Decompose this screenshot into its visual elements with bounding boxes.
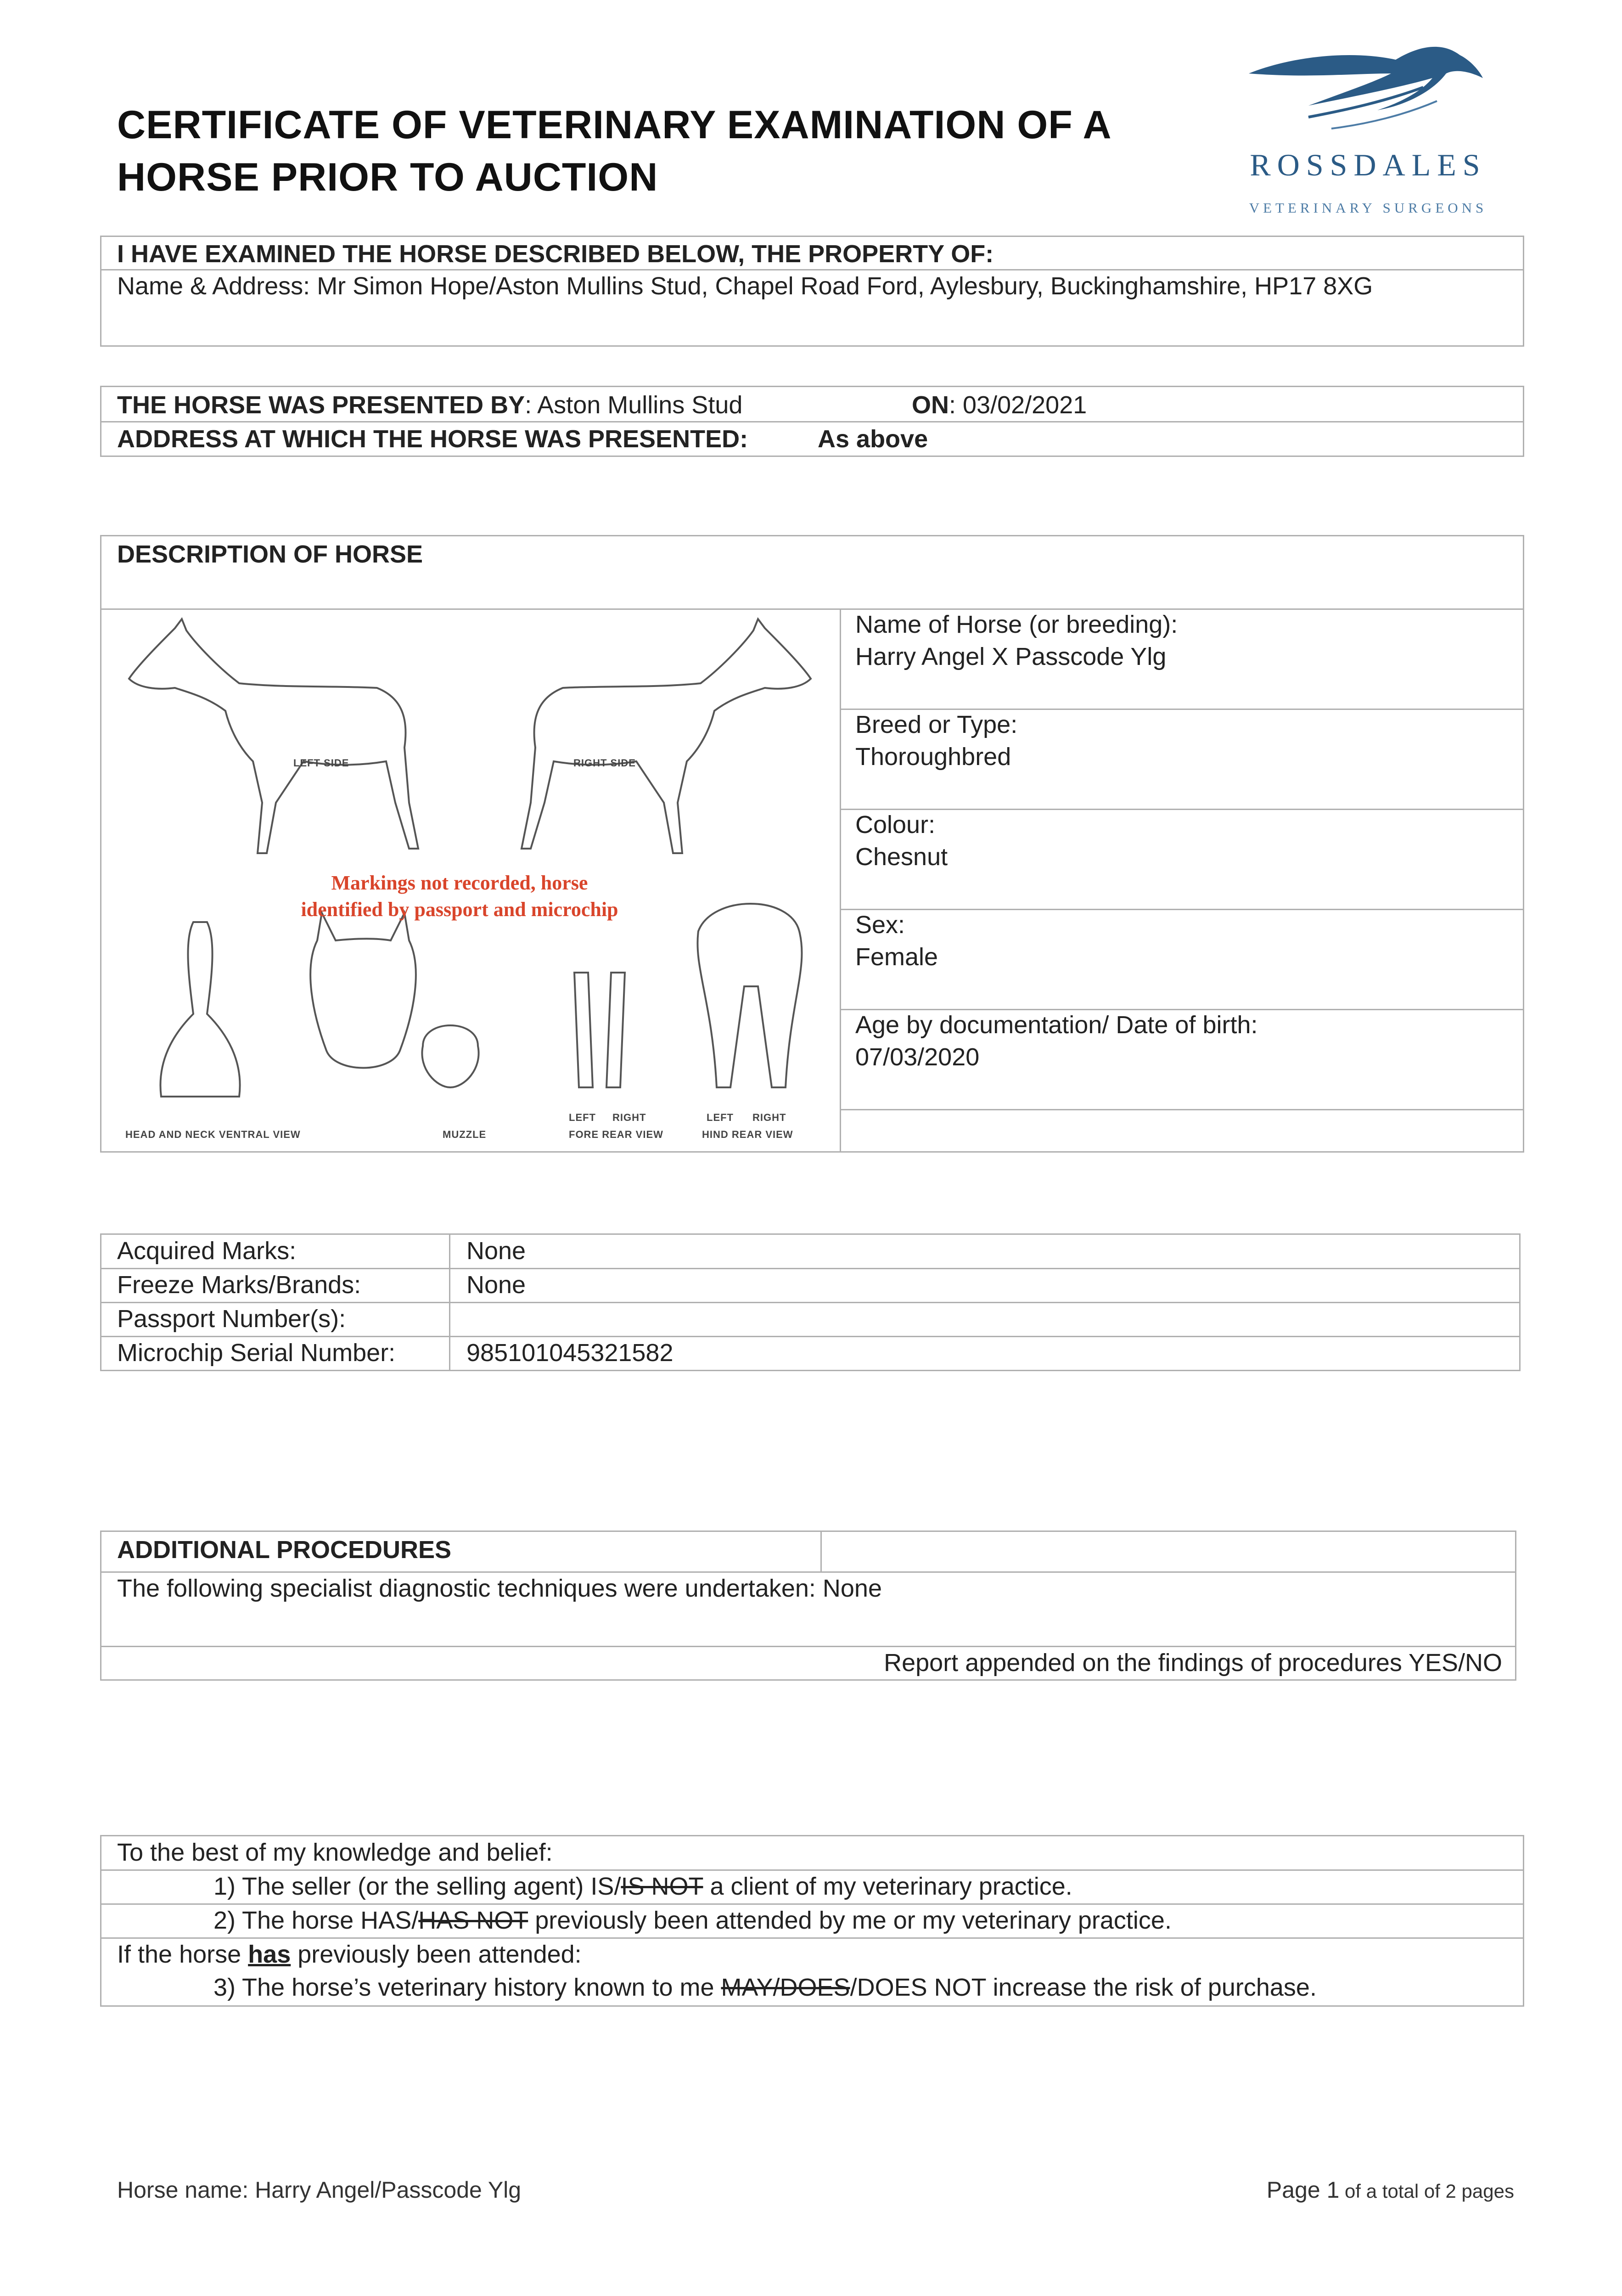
running-horse-logo-icon xyxy=(1240,37,1497,216)
fore-right-label: RIGHT xyxy=(612,1112,646,1123)
item-2-pre: 2) The horse HAS/ xyxy=(213,1907,419,1934)
hind-rear-label: HIND REAR VIEW xyxy=(702,1129,793,1140)
passport-number-label: Passport Number(s): xyxy=(117,1305,346,1333)
freeze-marks-label: Freeze Marks/Brands: xyxy=(117,1271,361,1299)
item-2-post: previously been attended by me or my veterinary practice. xyxy=(528,1907,1172,1934)
address-value: As above xyxy=(818,425,928,453)
left-side-label: LEFT SIDE xyxy=(293,757,349,769)
item-3-post: /DOES NOT increase the risk of purchase. xyxy=(850,1974,1317,2001)
presented-by-value: : Aston Mullins Stud xyxy=(525,391,743,419)
presented-by xyxy=(117,389,742,421)
on-value: : 03/02/2021 xyxy=(949,391,1087,419)
title-line-2: HORSE PRIOR TO AUCTION xyxy=(117,155,658,199)
footer-horse-name: Horse name: Harry Angel/Passcode Ylg xyxy=(117,2177,522,2203)
procedures-heading: ADDITIONAL PROCEDURES xyxy=(117,1536,452,1564)
head-front-view-icon xyxy=(310,913,416,1068)
field-age-value: 07/03/2020 xyxy=(855,1043,980,1071)
item-3-pre: 3) The horse’s veterinary history known to me xyxy=(213,1974,721,2001)
logo-name: ROSSDALES xyxy=(1250,147,1487,182)
item-1-strike: IS NOT xyxy=(621,1873,703,1900)
description-section xyxy=(100,535,1524,1153)
fore-left-label: LEFT xyxy=(569,1112,596,1123)
logo-subtitle: VETERINARY SURGEONS xyxy=(1249,200,1487,216)
declaration-item-1 xyxy=(117,1870,1072,1902)
item-1-pre: 1) The seller (or the selling agent) IS/ xyxy=(213,1873,621,1900)
marks-table xyxy=(100,1233,1521,1371)
head-neck-ventral-view-icon xyxy=(160,922,240,1097)
on-label: ON xyxy=(912,391,949,419)
declaration-item-2 xyxy=(117,1904,1172,1936)
if-pre: If the horse xyxy=(117,1941,248,1968)
field-colour-label: Colour: xyxy=(855,811,936,838)
declaration-intro: To the best of my knowledge and belief: xyxy=(117,1839,553,1866)
field-sex-value: Female xyxy=(855,943,938,971)
procedures-section xyxy=(100,1531,1516,1681)
hind-rear-view-icon xyxy=(697,904,802,1087)
owner-name-address: Name & Address: Mr Simon Hope/Aston Mullins Stud, Chapel Road Ford, Aylesbury, Buckinghamshire, HP17 8XG xyxy=(117,272,1373,300)
hind-right-label: RIGHT xyxy=(752,1112,786,1123)
fore-rear-view-icon xyxy=(574,973,625,1087)
item-1-post: a client of my veterinary practice. xyxy=(703,1873,1072,1900)
field-colour-value: Chesnut xyxy=(855,843,948,871)
page-number-post: of a total of 2 pages xyxy=(1339,2180,1514,2202)
owner-section xyxy=(100,236,1524,347)
owner-heading: I HAVE EXAMINED THE HORSE DESCRIBED BELOW, THE PROPERTY OF: xyxy=(117,240,994,268)
page-title xyxy=(117,99,1112,203)
field-breed-value: Thoroughbred xyxy=(855,743,1011,771)
footer-page-number xyxy=(1267,2177,1514,2203)
hind-left-label: LEFT xyxy=(707,1112,734,1123)
horse-right-side-icon xyxy=(522,619,811,853)
field-sex-label: Sex: xyxy=(855,911,905,939)
acquired-marks-label: Acquired Marks: xyxy=(117,1237,297,1265)
fore-rear-label: FORE REAR VIEW xyxy=(569,1129,663,1140)
markings-note-line-1: Markings not recorded, horse xyxy=(331,872,588,894)
markings-note xyxy=(276,870,643,923)
field-age-label: Age by documentation/ Date of birth: xyxy=(855,1011,1258,1039)
title-line-1: CERTIFICATE OF VETERINARY EXAMINATION OF A xyxy=(117,103,1112,147)
markings-note-line-2: identified by passport and microchip xyxy=(301,898,618,921)
muzzle-label: MUZZLE xyxy=(443,1129,487,1140)
if-post: previously been attended: xyxy=(291,1941,582,1968)
procedures-text: The following specialist diagnostic techniques were undertaken: None xyxy=(117,1575,882,1602)
if-has: has xyxy=(248,1941,291,1968)
procedures-report: Report appended on the findings of procedures YES/NO xyxy=(884,1649,1502,1677)
acquired-marks-value: None xyxy=(466,1237,526,1265)
field-name-value: Harry Angel X Passcode Ylg xyxy=(855,643,1167,670)
presentation-section xyxy=(100,386,1524,457)
item-3-strike: MAY/DOES xyxy=(721,1974,850,2001)
presented-by-label: THE HORSE WAS PRESENTED BY xyxy=(117,391,525,419)
item-2-strike: HAS NOT xyxy=(418,1907,528,1934)
description-heading: DESCRIPTION OF HORSE xyxy=(117,540,423,568)
declaration-item-3 xyxy=(117,1971,1317,2003)
head-neck-label: HEAD AND NECK VENTRAL VIEW xyxy=(125,1129,301,1140)
right-side-label: RIGHT SIDE xyxy=(573,757,636,769)
muzzle-view-icon xyxy=(422,1025,478,1087)
microchip-label: Microchip Serial Number: xyxy=(117,1339,396,1367)
declaration-if-attended xyxy=(117,1938,582,1970)
microchip-value: 985101045321582 xyxy=(466,1339,673,1367)
horse-details xyxy=(840,608,1523,1151)
address-label: ADDRESS AT WHICH THE HORSE WAS PRESENTED: xyxy=(117,425,748,453)
freeze-marks-value: None xyxy=(466,1271,526,1299)
page-number-pre: Page 1 xyxy=(1266,2177,1340,2203)
declaration-section xyxy=(100,1835,1524,2007)
field-breed-label: Breed or Type: xyxy=(855,711,1018,738)
presented-on xyxy=(912,389,1087,421)
horse-left-side-icon xyxy=(129,619,418,853)
field-name-label: Name of Horse (or breeding): xyxy=(855,611,1178,638)
